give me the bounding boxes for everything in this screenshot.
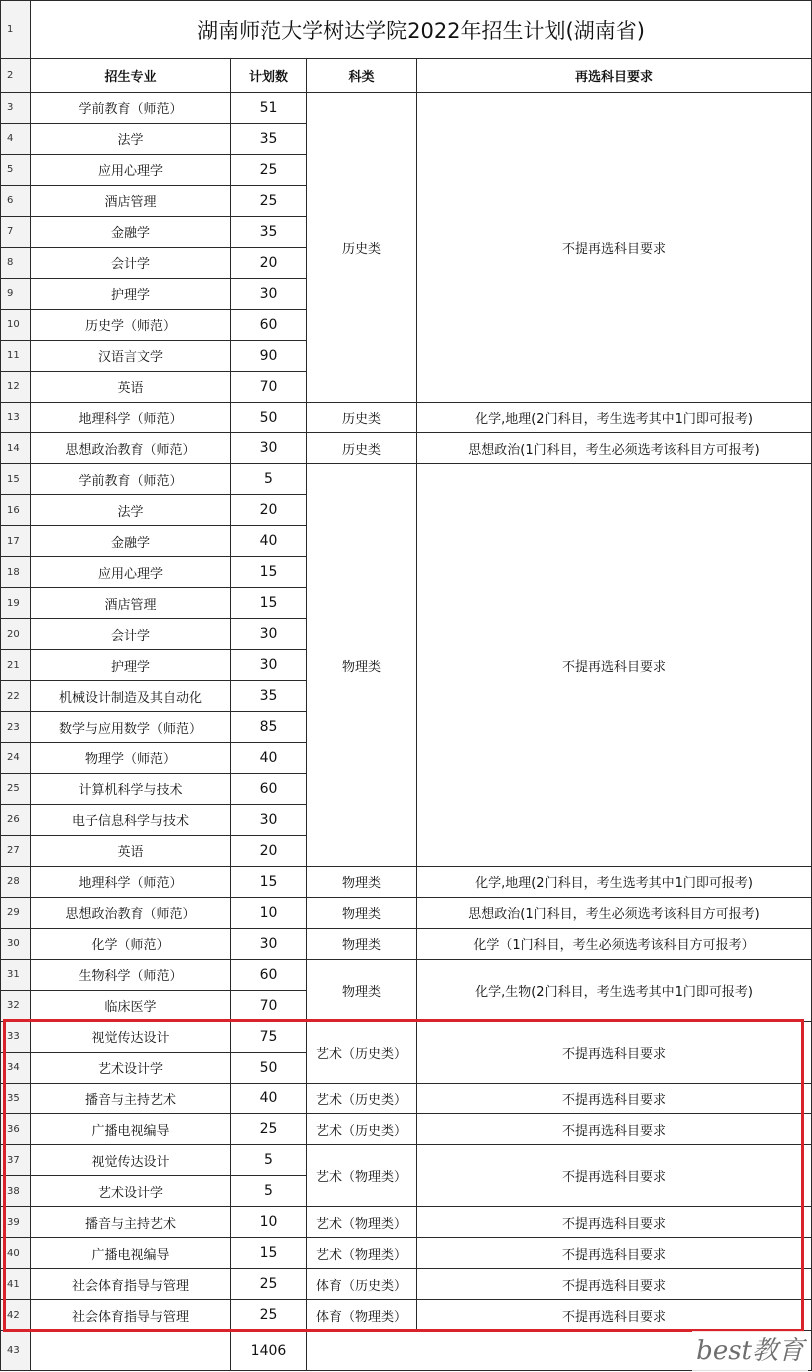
title-row	[1, 1, 812, 59]
plan-cell[interactable]: 30	[231, 433, 307, 464]
row-number[interactable]: 37	[1, 1145, 31, 1176]
plan-cell[interactable]: 15	[231, 866, 307, 897]
total-row	[1, 1331, 812, 1371]
row-number[interactable]: 40	[1, 1238, 31, 1269]
table-row	[1, 959, 812, 990]
major-cell[interactable]: 数学与应用数学（师范）	[31, 712, 231, 743]
plan-cell[interactable]: 50	[231, 402, 307, 433]
plan-cell[interactable]: 40	[231, 1083, 307, 1114]
plan-cell[interactable]: 25	[231, 185, 307, 216]
major-cell[interactable]: 地理科学（师范）	[31, 402, 231, 433]
row-number[interactable]: 9	[1, 278, 31, 309]
major-cell[interactable]: 视觉传达设计	[31, 1145, 231, 1176]
category-cell[interactable]: 艺术（历史类）	[307, 1114, 417, 1145]
category-cell[interactable]: 艺术（历史类）	[307, 1021, 417, 1083]
major-cell[interactable]: 思想政治教育（师范）	[31, 433, 231, 464]
table-row	[1, 928, 812, 959]
table-row	[1, 1269, 812, 1300]
row-number[interactable]: 17	[1, 526, 31, 557]
table-row	[1, 1238, 812, 1269]
major-cell[interactable]: 历史学（师范）	[31, 309, 231, 340]
requirement-cell[interactable]: 不提再选科目要求	[417, 1269, 812, 1300]
row-number[interactable]: 35	[1, 1083, 31, 1114]
plan-cell[interactable]: 60	[231, 959, 307, 990]
row-number[interactable]: 20	[1, 619, 31, 650]
requirement-cell[interactable]: 不提再选科目要求	[417, 1021, 812, 1083]
row-number[interactable]: 16	[1, 495, 31, 526]
category-cell[interactable]: 艺术（物理类）	[307, 1207, 417, 1238]
plan-cell[interactable]: 30	[231, 278, 307, 309]
table-row	[1, 866, 812, 897]
requirement-cell[interactable]: 不提再选科目要求	[417, 1114, 812, 1145]
row-number[interactable]: 7	[1, 216, 31, 247]
major-cell[interactable]: 播音与主持艺术	[31, 1083, 231, 1114]
major-cell[interactable]: 生物科学（师范）	[31, 959, 231, 990]
header-requirement[interactable]: 再选科目要求	[417, 59, 812, 93]
table-row	[1, 1300, 812, 1331]
major-cell[interactable]: 法学	[31, 123, 231, 154]
table-row	[1, 1207, 812, 1238]
row-number[interactable]: 42	[1, 1300, 31, 1331]
major-cell[interactable]: 计算机科学与技术	[31, 773, 231, 804]
plan-cell[interactable]: 35	[231, 123, 307, 154]
major-cell[interactable]: 广播电视编导	[31, 1238, 231, 1269]
major-cell[interactable]: 学前教育（师范）	[31, 93, 231, 124]
plan-cell[interactable]: 35	[231, 216, 307, 247]
total-plan-cell[interactable]: 1406	[231, 1331, 307, 1371]
category-cell[interactable]: 物理类	[307, 464, 417, 866]
category-cell[interactable]: 历史类	[307, 93, 417, 403]
table-row	[1, 1021, 812, 1052]
row-number[interactable]: 5	[1, 154, 31, 185]
category-cell[interactable]: 物理类	[307, 897, 417, 928]
requirement-cell[interactable]: 思想政治(1门科目，考生必须选考该科目方可报考)	[417, 897, 812, 928]
requirement-cell[interactable]: 化学（1门科目，考生必须选考该科目方可报考）	[417, 928, 812, 959]
header-major[interactable]: 招生专业	[31, 59, 231, 93]
plan-cell[interactable]: 30	[231, 650, 307, 681]
plan-cell[interactable]: 25	[231, 154, 307, 185]
row-number[interactable]: 36	[1, 1114, 31, 1145]
plan-cell[interactable]: 40	[231, 743, 307, 774]
major-cell[interactable]: 会计学	[31, 247, 231, 278]
row-number[interactable]: 4	[1, 123, 31, 154]
plan-cell[interactable]: 50	[231, 1052, 307, 1083]
major-cell[interactable]: 社会体育指导与管理	[31, 1300, 231, 1331]
requirement-cell[interactable]: 不提再选科目要求	[417, 1300, 812, 1331]
row-number[interactable]: 3	[1, 93, 31, 124]
requirement-cell[interactable]: 不提再选科目要求	[417, 93, 812, 403]
category-cell[interactable]: 体育（物理类）	[307, 1300, 417, 1331]
plan-cell[interactable]: 5	[231, 464, 307, 495]
watermark: best教育	[692, 1331, 808, 1371]
major-cell[interactable]: 法学	[31, 495, 231, 526]
plan-cell[interactable]: 20	[231, 247, 307, 278]
major-cell[interactable]: 广播电视编导	[31, 1114, 231, 1145]
major-cell[interactable]: 视觉传达设计	[31, 1021, 231, 1052]
plan-cell[interactable]: 90	[231, 340, 307, 371]
plan-cell[interactable]: 15	[231, 1238, 307, 1269]
plan-cell[interactable]: 15	[231, 557, 307, 588]
table-row	[1, 1145, 812, 1176]
major-cell[interactable]: 物理学（师范）	[31, 743, 231, 774]
plan-cell[interactable]: 60	[231, 773, 307, 804]
plan-cell[interactable]: 10	[231, 1207, 307, 1238]
major-cell[interactable]: 地理科学（师范）	[31, 866, 231, 897]
major-cell[interactable]: 金融学	[31, 216, 231, 247]
plan-cell[interactable]: 5	[231, 1176, 307, 1207]
plan-cell[interactable]: 25	[231, 1114, 307, 1145]
plan-cell[interactable]: 25	[231, 1269, 307, 1300]
plan-cell[interactable]: 35	[231, 681, 307, 712]
major-cell[interactable]: 艺术设计学	[31, 1176, 231, 1207]
major-cell[interactable]: 临床医学	[31, 990, 231, 1021]
empty-cell[interactable]	[31, 1331, 231, 1371]
row-number[interactable]: 18	[1, 557, 31, 588]
plan-cell[interactable]: 30	[231, 928, 307, 959]
plan-cell[interactable]: 70	[231, 371, 307, 402]
row-number[interactable]: 21	[1, 650, 31, 681]
table-row	[1, 1083, 812, 1114]
row-number[interactable]: 26	[1, 804, 31, 835]
row-number[interactable]: 24	[1, 743, 31, 774]
category-cell[interactable]: 历史类	[307, 402, 417, 433]
plan-cell[interactable]: 25	[231, 1300, 307, 1331]
plan-cell[interactable]: 51	[231, 93, 307, 124]
table-row	[1, 897, 812, 928]
plan-cell[interactable]: 20	[231, 495, 307, 526]
requirement-cell[interactable]: 不提再选科目要求	[417, 1207, 812, 1238]
requirement-cell[interactable]: 化学,生物(2门科目，考生选考其中1门即可报考)	[417, 959, 812, 1021]
row-number[interactable]: 15	[1, 464, 31, 495]
major-cell[interactable]: 思想政治教育（师范）	[31, 897, 231, 928]
row-number[interactable]: 27	[1, 835, 31, 866]
row-number[interactable]: 25	[1, 773, 31, 804]
category-cell[interactable]: 艺术（历史类）	[307, 1083, 417, 1114]
major-cell[interactable]: 电子信息科学与技术	[31, 804, 231, 835]
row-number[interactable]: 43	[1, 1331, 31, 1371]
requirement-cell[interactable]: 不提再选科目要求	[417, 1145, 812, 1207]
major-cell[interactable]: 社会体育指导与管理	[31, 1269, 231, 1300]
requirement-cell[interactable]: 不提再选科目要求	[417, 1083, 812, 1114]
header-category[interactable]: 科类	[307, 59, 417, 93]
requirement-cell[interactable]: 不提再选科目要求	[417, 464, 812, 866]
row-number[interactable]: 12	[1, 371, 31, 402]
plan-cell[interactable]: 70	[231, 990, 307, 1021]
plan-cell[interactable]: 85	[231, 712, 307, 743]
table-row	[1, 433, 812, 464]
row-number[interactable]: 2	[1, 59, 31, 93]
row-number[interactable]: 34	[1, 1052, 31, 1083]
major-cell[interactable]: 酒店管理	[31, 588, 231, 619]
category-cell[interactable]: 物理类	[307, 959, 417, 1021]
major-cell[interactable]: 会计学	[31, 619, 231, 650]
major-cell[interactable]: 应用心理学	[31, 557, 231, 588]
row-number[interactable]: 6	[1, 185, 31, 216]
requirement-cell[interactable]: 思想政治(1门科目，考生必须选考该科目方可报考)	[417, 433, 812, 464]
category-cell[interactable]: 艺术（物理类）	[307, 1238, 417, 1269]
plan-cell[interactable]: 20	[231, 835, 307, 866]
row-number[interactable]: 10	[1, 309, 31, 340]
row-number[interactable]: 39	[1, 1207, 31, 1238]
row-number[interactable]: 28	[1, 866, 31, 897]
plan-cell[interactable]: 30	[231, 804, 307, 835]
table-row	[1, 402, 812, 433]
category-cell[interactable]: 艺术（物理类）	[307, 1145, 417, 1207]
header-row	[1, 59, 812, 93]
major-cell[interactable]: 机械设计制造及其自动化	[31, 681, 231, 712]
requirement-cell[interactable]: 化学,地理(2门科目，考生选考其中1门即可报考)	[417, 402, 812, 433]
table-row	[1, 1114, 812, 1145]
row-number[interactable]: 30	[1, 928, 31, 959]
row-number[interactable]: 1	[1, 1, 31, 59]
table-row	[1, 464, 812, 495]
plan-cell[interactable]: 5	[231, 1145, 307, 1176]
category-cell[interactable]: 物理类	[307, 928, 417, 959]
plan-cell[interactable]: 10	[231, 897, 307, 928]
requirement-cell[interactable]: 化学,地理(2门科目，考生选考其中1门即可报考)	[417, 866, 812, 897]
major-cell[interactable]: 应用心理学	[31, 154, 231, 185]
row-number[interactable]: 19	[1, 588, 31, 619]
major-cell[interactable]: 艺术设计学	[31, 1052, 231, 1083]
plan-cell[interactable]: 15	[231, 588, 307, 619]
category-cell[interactable]: 体育（历史类）	[307, 1269, 417, 1300]
major-cell[interactable]: 播音与主持艺术	[31, 1207, 231, 1238]
major-cell[interactable]: 学前教育（师范）	[31, 464, 231, 495]
major-cell[interactable]: 金融学	[31, 526, 231, 557]
major-cell[interactable]: 英语	[31, 835, 231, 866]
row-number[interactable]: 22	[1, 681, 31, 712]
category-cell[interactable]: 物理类	[307, 866, 417, 897]
row-number[interactable]: 8	[1, 247, 31, 278]
major-cell[interactable]: 英语	[31, 371, 231, 402]
major-cell[interactable]: 酒店管理	[31, 185, 231, 216]
table-row	[1, 93, 812, 124]
requirement-cell[interactable]: 不提再选科目要求	[417, 1238, 812, 1269]
major-cell[interactable]: 护理学	[31, 650, 231, 681]
header-plan[interactable]: 计划数	[231, 59, 307, 93]
plan-cell[interactable]: 75	[231, 1021, 307, 1052]
plan-cell[interactable]: 40	[231, 526, 307, 557]
row-number[interactable]: 38	[1, 1176, 31, 1207]
row-number[interactable]: 31	[1, 959, 31, 990]
category-cell[interactable]: 历史类	[307, 433, 417, 464]
major-cell[interactable]: 护理学	[31, 278, 231, 309]
sheet-title: 湖南师范大学树达学院2022年招生计划(湖南省)	[31, 1, 812, 59]
major-cell[interactable]: 汉语言文学	[31, 340, 231, 371]
major-cell[interactable]: 化学（师范）	[31, 928, 231, 959]
row-number[interactable]: 11	[1, 340, 31, 371]
row-number[interactable]: 14	[1, 433, 31, 464]
row-number[interactable]: 29	[1, 897, 31, 928]
row-number[interactable]: 23	[1, 712, 31, 743]
plan-cell[interactable]: 60	[231, 309, 307, 340]
plan-cell[interactable]: 30	[231, 619, 307, 650]
row-number[interactable]: 33	[1, 1021, 31, 1052]
row-number[interactable]: 32	[1, 990, 31, 1021]
row-number[interactable]: 13	[1, 402, 31, 433]
row-number[interactable]: 41	[1, 1269, 31, 1300]
